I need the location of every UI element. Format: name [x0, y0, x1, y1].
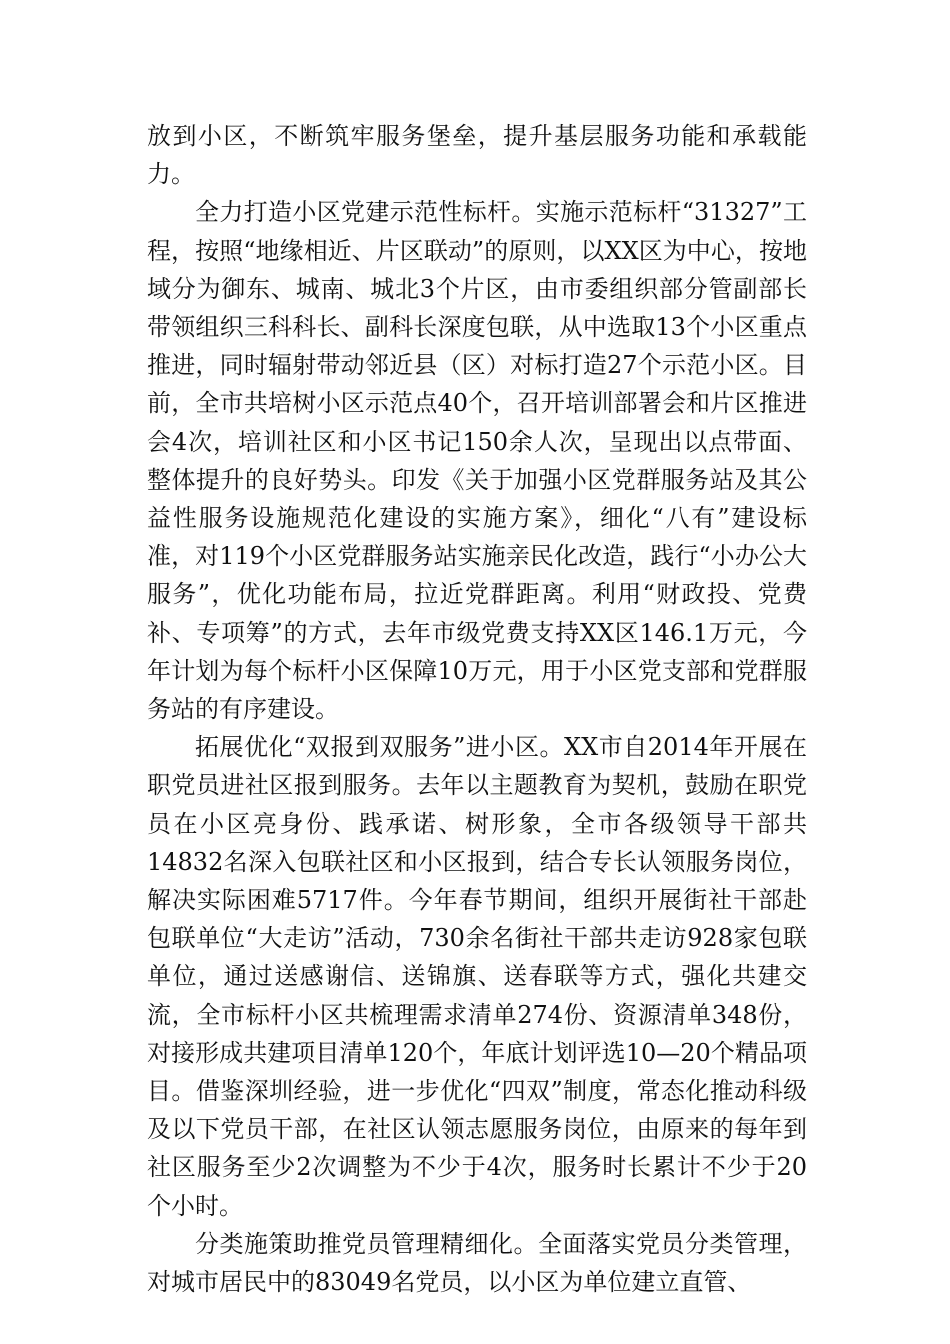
paragraph-model-community: 全力打造小区党建示范性标杆。实施示范标杆“31327”工程，按照“地缘相近、片区联动”的原则，以XX区为中心，按地域分为御东、城南、城北3个片区，由市委组织部分管副部长带领组织三科科长、副科长深度包联，从中选取13个小区重点推进，同时辐射带动邻近县（区）对标打造27个示范小区。目前，全市共培树小区示范点40个，召开培训部署会和片区推进会4次，培训社区和小区书记150余人次，呈现出以点带面、整体提升的良好势头。印发《关于加强小区党群服务站及其公益性服务设施规范化建设的实施方案》，细化“八有”建设标准，对119个小区党群服务站实施亲民化改造，践行“小办公大服务”，优化功能布局，拉近党群距离。利用“财政投、党费补、专项筹”的方式，去年市级党费支持XX区146.1万元，今年计划为每个标杆小区保障10万元，用于小区党支部和党群服务站的有序建设。 — [147, 198, 807, 724]
paragraph-double-registration: 拓展优化“双报到双服务”进小区。XX市自2014年开展在职党员进社区报到服务。去年以主题教育为契机，鼓励在职党员在小区亮身份、践承诺、树形象，全市各级领导干部共14832名深入包联社区和小区报到，结合专长认领服务岗位，解决实际困难5717件。今年春节期间，组织开展街社干部赴包联单位“大走访”活动，730余名街社干部共走访928家包联单位，通过送感谢信、送锦旗、送春联等方式，强化共建交流，全市标杆小区共梳理需求清单274份、资源清单348份，对接形成共建项目清单120个，年底计划评选10—20个精品项目。借鉴深圳经验，进一步优化“四双”制度，常态化推动科级及以下党员干部，在社区认领志愿服务岗位，由原来的每年到社区服务至少2次调整为不少于4次，服务时长累计不少于20个小时。 — [147, 733, 807, 1220]
paragraph-classified-management: 分类施策助推党员管理精细化。全面落实党员分类管理，对城市居民中的83049名党员，以小区为单位建立直管、 — [147, 1229, 807, 1297]
body-text — [147, 117, 807, 1301]
paragraph-continuation: 放到小区，不断筑牢服务堡垒，提升基层服务功能和承载能力。 — [147, 122, 807, 189]
